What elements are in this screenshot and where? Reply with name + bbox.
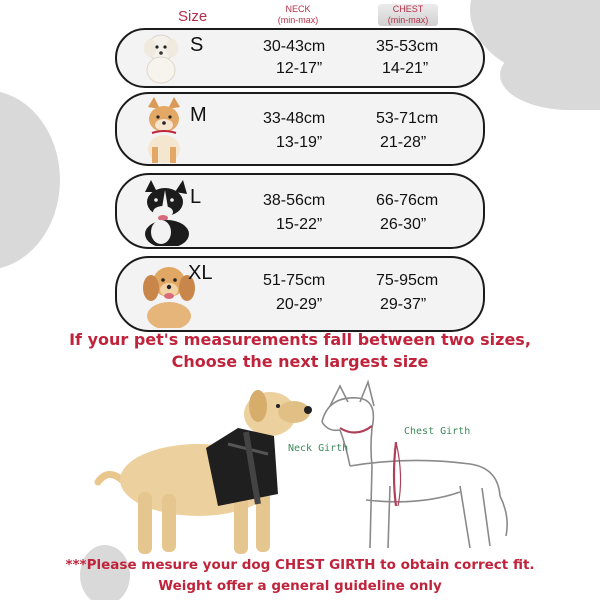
chest-header-title: CHEST [392, 4, 424, 14]
neck-in-xl: 20-29” [276, 296, 323, 313]
neck-in-l: 15-22” [276, 216, 323, 233]
neck-cm-s: 30-43cm [263, 38, 326, 55]
size-label-xl: XL [188, 262, 213, 284]
size-label-s: S [190, 34, 204, 56]
chest-cm-s: 35-53cm [376, 38, 439, 55]
chest-in-xl: 29-37” [380, 296, 427, 313]
small-white-dog-image [138, 30, 184, 86]
sizing-note-line1: If your pet's measurements fall between two sizes, [69, 330, 531, 349]
neck-column-header [268, 4, 328, 26]
neck-cm-l: 38-56cm [263, 192, 326, 209]
neck-cm-xl: 51-75cm [263, 272, 326, 289]
chest-header-sub: (min-max) [387, 15, 429, 25]
chest-cm-xl: 75-95cm [376, 272, 439, 289]
size-label-m: M [190, 104, 207, 126]
neck-cm-m: 33-48cm [263, 110, 326, 127]
neck-header-title: NECK [285, 4, 311, 14]
neck-girth-label: Neck Girth [288, 443, 349, 454]
neck-header-sub: (min-max) [277, 15, 319, 25]
chest-column-header [378, 4, 438, 26]
chest-cm-m: 53-71cm [376, 110, 439, 127]
neck-in-s: 12-17” [276, 60, 323, 77]
chest-girth-label: Chest Girth [404, 426, 471, 437]
shiba-dog-image [138, 97, 190, 163]
chest-cm-l: 66-76cm [376, 192, 439, 209]
border-collie-image [137, 180, 197, 246]
footer-weight-note: Weight offer a general guideline only [158, 578, 442, 594]
footer-chest-girth-note: ***Please mesure your dog CHEST GIRTH to obtain correct fit. [65, 557, 535, 573]
neck-in-m: 13-19” [276, 134, 323, 151]
dog-wearing-harness-image [88, 384, 318, 560]
chest-in-m: 21-28” [380, 134, 427, 151]
chest-in-s: 14-21” [382, 60, 429, 77]
size-label-l: L [190, 186, 202, 208]
sizing-note-line2: Choose the next largest size [171, 352, 429, 371]
decor-blob-left [0, 90, 60, 270]
size-column-header: Size [178, 8, 208, 25]
measurement-diagram-dog [310, 376, 520, 556]
chest-in-l: 26-30” [380, 216, 427, 233]
